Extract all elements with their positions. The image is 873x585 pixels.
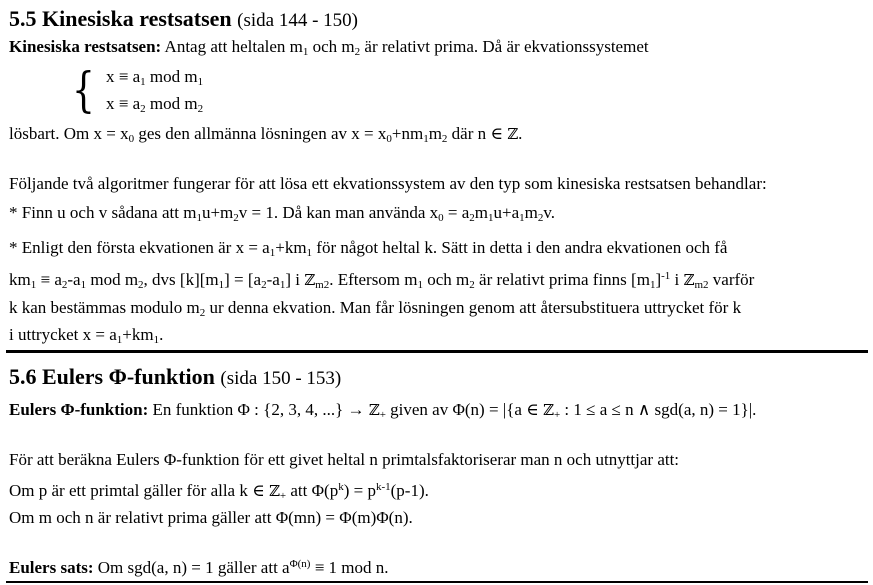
sub: 2 [199, 307, 206, 319]
text: Antag att heltalen m [161, 37, 303, 56]
eulers-theorem [9, 558, 389, 578]
algorithm-2-line-2 [9, 270, 754, 290]
text: m [524, 203, 538, 222]
section-5-6-heading [9, 364, 341, 392]
text: En funktion Φ : {2, 3, 4, ...} → [148, 400, 369, 419]
sub: 1 [488, 212, 494, 224]
sub: 1 [269, 247, 276, 259]
algorithm-2-line-4 [9, 325, 163, 345]
text: ges den allmänna lösningen av x = x [134, 124, 387, 143]
text: ) = p [343, 481, 376, 500]
integers-symbol: ℤ [268, 482, 280, 500]
sub: 1 [417, 279, 424, 291]
text: varför [708, 270, 755, 289]
text: , dvs [k][m [143, 270, 219, 289]
sub: 1 [218, 279, 225, 291]
text: . [159, 325, 164, 344]
text: och m [423, 270, 470, 289]
definition-label: Kinesiska restsatsen: [9, 37, 162, 56]
text: * Finn u och v sådana att m [9, 203, 197, 222]
sub: 0 [128, 133, 135, 145]
sub: 2 [441, 133, 448, 145]
integers-symbol: ℤ [507, 125, 519, 143]
bottom-divider [6, 581, 868, 583]
text: m [428, 124, 442, 143]
text: v. [543, 203, 556, 222]
sub: m2 [694, 279, 709, 291]
algorithm-2-line-3 [9, 298, 741, 318]
phi-intro: För att beräkna Eulers Φ-funktion för ett givet heltal n primtalsfaktoriserar man n och utnyttjar att: [9, 450, 680, 469]
text: * Enligt den första ekvationen är x = a [9, 238, 270, 257]
integers-symbol: ℤ [543, 401, 554, 419]
phi-prime-power-rule [9, 481, 429, 501]
text: +km [275, 238, 307, 257]
sub: 2 [140, 103, 146, 115]
sub: 1 [116, 334, 123, 346]
sub: 2 [138, 279, 144, 291]
text: är relativt prima. Då är ekvationssystemet [360, 37, 649, 56]
sub: 1 [197, 76, 204, 88]
text: : 1 ≤ a ≤ n ∧ sgd(a, n) = 1}|. [560, 400, 757, 419]
page-range: (sida 150 - 153) [220, 368, 342, 389]
sub: 1 [196, 212, 202, 224]
text: x ≡ a [106, 94, 141, 113]
text: km [9, 270, 31, 289]
text: ] i [285, 270, 305, 289]
text: -a [67, 270, 81, 289]
text: (p-1). [390, 481, 429, 500]
sub: 2 [354, 46, 361, 58]
sup: k-1 [375, 481, 391, 493]
section-5-5-heading [9, 6, 358, 34]
text: v = 1. Då kan man använda x [238, 203, 439, 222]
congruence-2 [106, 94, 203, 114]
text: i uttrycket x = a [9, 325, 117, 344]
sub: 2 [261, 279, 267, 291]
section-divider [6, 350, 868, 353]
algorithm-2-line-1 [9, 238, 727, 258]
definition-label: Eulers Φ-funktion: [9, 400, 149, 419]
algorithm-1 [9, 203, 555, 223]
text: mod m [86, 270, 139, 289]
definition-crt [9, 37, 649, 57]
sub: 1 [279, 279, 286, 291]
integers-symbol: ℤ [304, 271, 316, 289]
sub: + [379, 409, 386, 421]
sub: 1 [306, 247, 313, 259]
text: i [670, 270, 684, 289]
sub: 2 [469, 212, 475, 224]
section-title: 5.5 Kinesiska restsatsen [9, 6, 232, 31]
text: +nm [391, 124, 424, 143]
congruence-1 [106, 67, 203, 87]
text: är relativt prima finns [m [474, 270, 650, 289]
text: +km [122, 325, 154, 344]
sub: 0 [438, 212, 444, 224]
text: Om p är ett primtal gäller för alla k ∈ [9, 481, 269, 500]
text: ] [655, 270, 662, 289]
theorem-label: Eulers sats: [9, 558, 94, 577]
sub: + [279, 490, 287, 502]
text: mod m [145, 67, 198, 86]
sup: Φ(n) [289, 558, 311, 570]
algorithms-intro: Följande två algoritmer fungerar för att lösa ett ekvationssystem av den typ som kinesiska restsatsen behandlar: [9, 174, 767, 193]
sub: + [553, 409, 561, 421]
sup: k [338, 481, 344, 493]
section-title: 5.6 Eulers Φ-funktion [9, 364, 215, 389]
sub: 1 [519, 212, 525, 224]
text: k kan bestämmas modulo m [9, 298, 200, 317]
integers-symbol: ℤ [683, 271, 695, 289]
sub: 2 [61, 279, 68, 291]
phi-multiplicative-rule: Om m och n är relativt prima gäller att Φ(mn) = Φ(m)Φ(n). [9, 508, 413, 527]
text: mod m [145, 94, 198, 113]
sub: 1 [423, 133, 429, 145]
page-range: (sida 144 - 150) [237, 10, 359, 31]
text: Om sgd(a, n) = 1 gäller att a [93, 558, 290, 577]
text: -a [266, 270, 280, 289]
text: ur denna ekvation. Man får lösningen genom att återsubstituera uttrycket för k [205, 298, 742, 317]
text: given av Φ(n) = |{a ∈ [385, 400, 543, 419]
text: ≡ a [36, 270, 62, 289]
sub: 1 [153, 334, 160, 346]
text: u+m [201, 203, 234, 222]
text: = a [443, 203, 470, 222]
sub: 1 [80, 279, 87, 291]
text: där n ∈ [447, 124, 508, 143]
sub: 1 [649, 279, 656, 291]
text: lösbart. Om x = x [9, 124, 129, 143]
text: att Φ(p [286, 481, 339, 500]
text: ≡ 1 mod n. [310, 558, 389, 577]
sub: 2 [537, 212, 544, 224]
sub: 0 [386, 133, 392, 145]
text: x ≡ a [106, 67, 141, 86]
integers-symbol: ℤ [368, 401, 380, 419]
text: m [474, 203, 489, 222]
text: . Eftersom m [329, 270, 418, 289]
sub: 2 [197, 103, 204, 115]
sup: -1 [661, 270, 671, 282]
general-solution: lösbart. Om $x = x_0$ ges den allmänna lösningen av $x = x_0+nm_1m_2$ där n ∈ ℤ. [9, 124, 523, 145]
sub: 1 [302, 46, 309, 58]
left-brace: { [72, 62, 95, 118]
text: u+a [493, 203, 520, 222]
sub: 1 [140, 76, 146, 88]
sub: 1 [30, 279, 37, 291]
sub: 2 [233, 212, 239, 224]
sub: m2 [315, 279, 330, 291]
text: för något heltal k. Sätt in detta i den andra ekvationen och få [312, 238, 728, 257]
definition-euler-phi [9, 400, 756, 420]
text: och m [308, 37, 355, 56]
sub: 2 [469, 279, 475, 291]
text: ] = [a [224, 270, 262, 289]
